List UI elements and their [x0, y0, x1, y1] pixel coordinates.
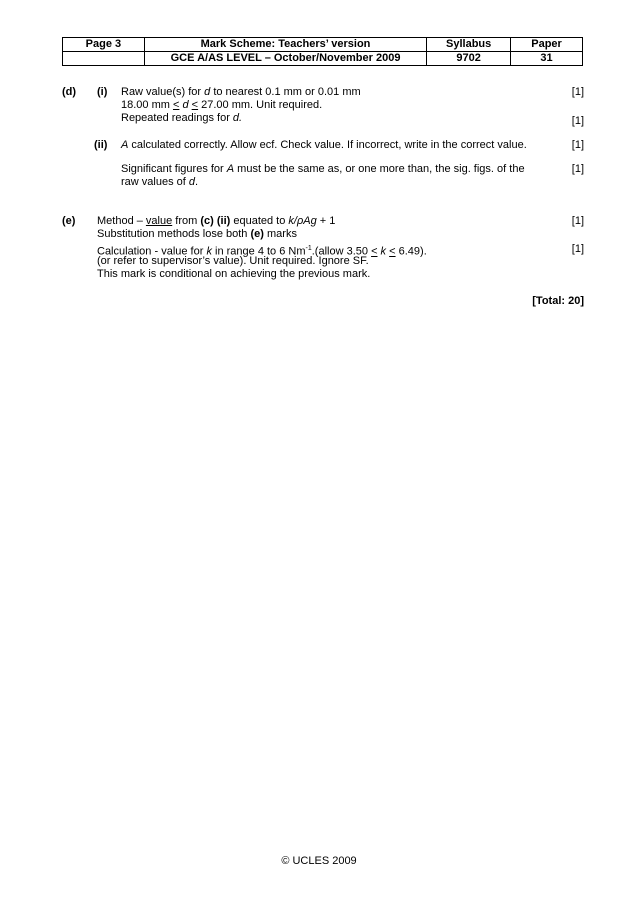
header-table — [62, 37, 583, 66]
text: Significant figures for — [121, 163, 227, 175]
var-d: d — [179, 99, 192, 111]
d-ii-line3 — [121, 176, 198, 189]
e-line5: This mark is conditional on achieving the previous mark. — [97, 268, 371, 280]
text: 6.49). — [395, 245, 427, 258]
var-k: k — [377, 245, 390, 258]
ref-e: (e) — [250, 228, 264, 240]
text: must be the same as, or one more than, the sig. figs. of the — [234, 163, 525, 175]
le-sign: < — [389, 245, 396, 258]
text: + 1 — [316, 215, 336, 227]
text: 27.00 mm. Unit required. — [198, 99, 323, 111]
text: raw values of — [121, 176, 189, 188]
mark-d-ii-1: [1] — [571, 139, 584, 151]
text: Substitution methods lose both — [97, 228, 251, 240]
header-row-1 — [63, 38, 583, 52]
var-k: k — [206, 245, 212, 258]
header-syllabus-label: Syllabus — [427, 38, 511, 52]
superscript: -1 — [305, 245, 312, 252]
text: Raw value(s) for — [121, 86, 205, 98]
label-d-i: (i) — [97, 86, 108, 98]
text: from — [172, 215, 201, 227]
ref-c-ii: (c) (ii) — [200, 215, 231, 227]
mark-e-2: [1] — [571, 243, 584, 255]
text: Repeated readings for — [121, 112, 233, 124]
text: to nearest 0.1 mm or 0.01 mm — [210, 86, 361, 98]
text: 18.00 mm — [121, 99, 173, 111]
d-i-line1 — [121, 86, 361, 99]
text: calculated correctly. Allow ecf. Check value. If incorrect, write in the correct value. — [128, 139, 527, 151]
mark-d-ii-2: [1] — [571, 163, 584, 175]
underlined-value: value — [145, 215, 173, 227]
var-d: d — [204, 86, 211, 98]
text: equated to — [230, 215, 289, 227]
text: marks — [263, 228, 297, 240]
header-syllabus-code: 9702 — [427, 52, 511, 66]
le-sign: < — [371, 245, 378, 258]
label-e: (e) — [62, 215, 76, 227]
le-sign: < — [191, 99, 199, 111]
header-paper-number: 31 — [511, 52, 583, 66]
header-exam: GCE A/AS LEVEL – October/November 2009 — [144, 52, 426, 66]
var-d: d. — [232, 112, 243, 124]
formula: k/ρAg — [288, 215, 317, 227]
var-A: A — [226, 163, 235, 175]
header-page: Page 3 — [63, 38, 145, 52]
header-row-2 — [63, 52, 583, 66]
header-title: Mark Scheme: Teachers’ version — [144, 38, 426, 52]
label-d: (d) — [62, 86, 77, 98]
e-line4: (or refer to supervisor’s value). Unit required. Ignore SF. — [97, 255, 369, 267]
d-i-line2 — [121, 99, 322, 112]
mark-e-1: [1] — [571, 215, 584, 227]
header-empty — [63, 52, 145, 66]
var-A: A — [121, 139, 129, 151]
text: Calculation - value for — [97, 245, 207, 258]
text: Method – — [97, 215, 146, 227]
d-ii-line2 — [121, 163, 525, 176]
label-d-ii: (ii) — [94, 139, 108, 151]
total-marks: [Total: 20] — [532, 295, 584, 307]
var-d: d — [188, 176, 195, 188]
text: . — [195, 176, 199, 188]
mark-d-i-2: [1] — [571, 115, 584, 127]
text: in range 4 to 6 Nm — [211, 245, 306, 258]
footer-copyright: © UCLES 2009 — [281, 855, 357, 867]
d-i-line3 — [121, 112, 242, 125]
d-ii-line1 — [121, 139, 527, 152]
mark-d-i-1: [1] — [571, 86, 584, 98]
text: .(allow 3.50 — [311, 245, 372, 258]
le-sign: < — [172, 99, 180, 111]
e-line2 — [97, 228, 297, 241]
e-line1 — [97, 215, 335, 228]
header-paper-label: Paper — [511, 38, 583, 52]
